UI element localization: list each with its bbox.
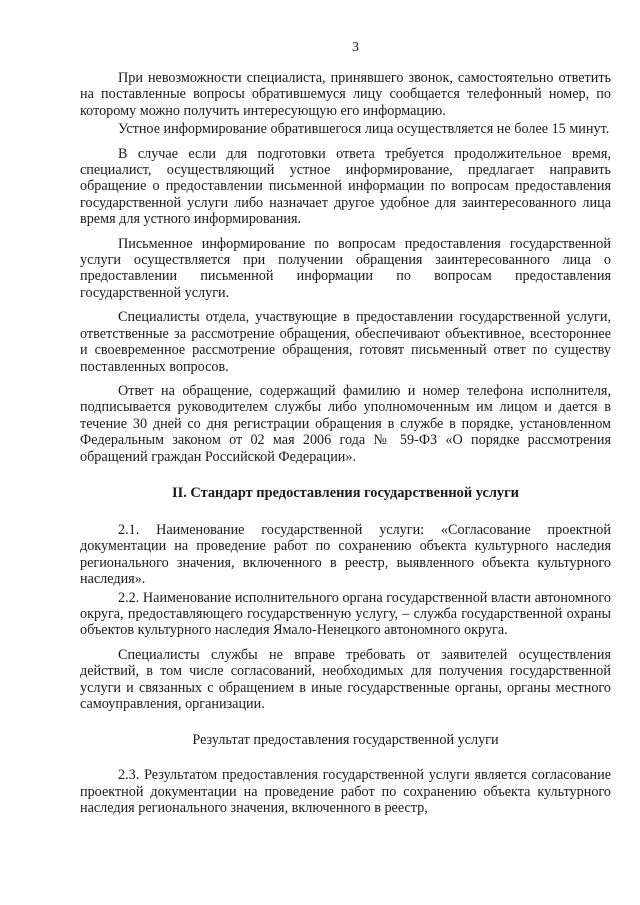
- paragraph: Специалисты отдела, участвующие в предоставлении государственной услуги, ответственные за рассмотрение обращения, обеспечивают объективное, всестороннее и своевременное рассмотрение обращения, готовят письменный ответ по существу поставленных вопросов.: [80, 309, 611, 375]
- paragraph: Письменное информирование по вопросам предоставления государственной услуги осуществляется при получении обращения заинтересованного лица о предоставлении письменной информации по вопросам предоставления государственной услуги.: [80, 235, 611, 301]
- page-number: 3: [352, 40, 359, 55]
- section-heading: II. Стандарт предоставления государственной услуги: [172, 484, 519, 501]
- paragraph: 2.3. Результатом предоставления государственной услуги является согласование проектной документации на проведение работ по сохранению объекта культурного наследия регионального значения, включенного в реестр,: [80, 767, 611, 817]
- subsection-heading: Результат предоставления государственной услуги: [192, 732, 499, 749]
- paragraph: Устное информирование обратившегося лица осуществляется не более 15 минут.: [118, 121, 610, 138]
- paragraph: Специалисты службы не вправе требовать от заявителей осуществления действий, в том числе согласований, необходимых для получения государственной услуги и связанных с обращением в иные государственные органы, органы местного самоуправления, организации.: [80, 646, 611, 712]
- paragraph: 2.1. Наименование государственной услуги: «Согласование проектной документации на проведение работ по сохранению объекта культурного наследия регионального значения, включенного в реестр, выявленного объекта культурного наследия».: [80, 521, 611, 588]
- paragraph: При невозможности специалиста, принявшего звонок, самостоятельно ответить на поставленные вопросы обратившемуся лицу сообщается телефонный номер, по которому можно получить интересующую его информацию.: [80, 70, 611, 119]
- paragraph: 2.2. Наименование исполнительного органа государственной власти автономного округа, предоставляющего государственную услугу, – служба государственной охраны объектов культурного наследия Ямало-Ненецкого автономного округа.: [80, 589, 611, 639]
- paragraph: Ответ на обращение, содержащий фамилию и номер телефона исполнителя, подписывается руководителем службы либо уполномоченным им лицом и дается в течение 30 дней со дня регистрации обращения в службе в порядке, установленном Федеральным законом от 02 мая 2006 года № 59-ФЗ «О порядке рассмотрения обращений граждан Российской Федерации».: [80, 382, 611, 465]
- paragraph: В случае если для подготовки ответа требуется продолжительное время, специалист, осуществляющий устное информирование, предлагает направить обращение о предоставлении письменной информации по вопросам предоставления государственной услуги либо назначает другое удобное для заинтересованного лица время для устного информирования.: [80, 145, 611, 228]
